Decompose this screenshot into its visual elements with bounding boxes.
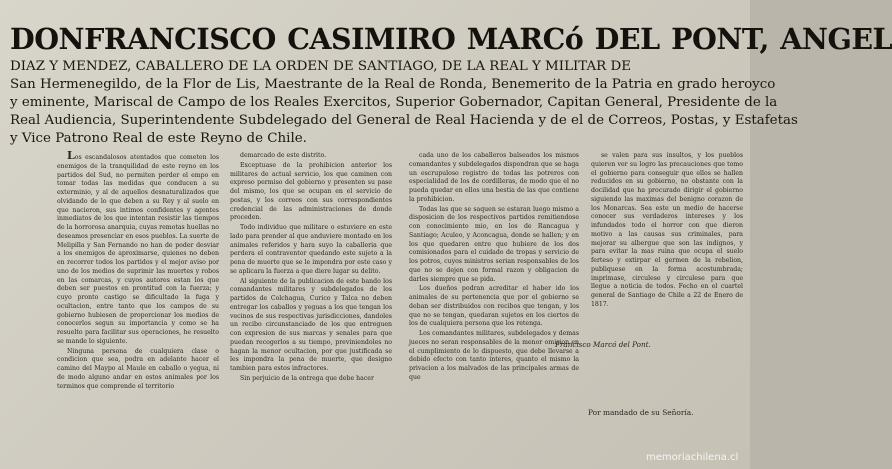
document-headline: DONFRANCISCO CASIMIRO MARCó DEL PONT, ANGEL: [10, 22, 892, 56]
mandate-line: Por mandado de su Señoría.: [588, 408, 694, 417]
subhead-line: y eminente, Mariscal de Campo de los Reales Exercitos, Superior Gobernador, Capitan General, Presidente de la: [10, 95, 778, 110]
paragraph: Exceptuase de la prohibicion anterior los militares de actual servicio, los que caminen con expreso permiso del gobierno y presenten su pase del mismo, los que se ocupan en el servicio de postas, y los correos con sus correspondientes credencial de las administraciones de donde proceden.: [230, 161, 392, 222]
paragraph: Sin perjuicio de la entrega que debe hacer: [240, 374, 374, 382]
paragraph: Todo individuo que militare o estuviere en este lado para prender al que anduviere montado en los animales referidos y hara suyo la caballeria que perdera el contraventor quedando este sujeto a la pena de muerte que se le impondra por este caso y se aplicara la fuerza a que diere lugar su delito.: [230, 224, 392, 275]
text-columns: [57, 149, 745, 452]
paragraph: se valen para sus insultos, y los pueblos quieren ver su logro las precauciones que tomo el gobierno para conseguir que ellos se hallen reducidos en su gobierno, no obstante con la docilidad que ha procurado dirigir el gobierno siguiendo las maximas del benigno corazon de los Monarcas. Sea este un medio de hacerse conocer sus verdaderos intereses y los infundados todo el horror con que dieron motivo a las causas sus criminales, para mejorar su albergue que son las indignos, y para evitar la mas ruina que ocupa el suelo ferteso y extirpar el germen de la rebelion, publiquese en la forma acostumbrada; imprimase, circulese y circulese para que llegue a noticia de todos. Fecho en el cuartel general de Santiago de Chile a 22 de Enero de 1817.: [591, 152, 743, 308]
text-column-2: [230, 152, 392, 452]
subhead-line: San Hermenegildo, de la Flor de Lis, Maestrante de la Real de Ronda, Benemerito de la Patria en grado heroyco: [10, 77, 776, 92]
paragraph: Los dueños podran acreditar el haber ido los animales de su pertenencia que por el gobierno se deban ser distribuidos con recibos que tengan, y los que no se tengan, quedaran sujetos en los ciertos de los de cualquiera persona que los retenga.: [409, 285, 579, 328]
paragraph: Los comandantes militares, subdelegados y demas jueces no seran responsables de la menor omision en el cumplimiento de lo dispuesto, que debe llevarse a debido efecto con tanto interes, quanto el mismo la privacion a los malvados de las principales armas de que: [409, 330, 579, 381]
text-column-3: [409, 152, 579, 452]
watermark: memoriachilena.cl: [646, 452, 739, 463]
paragraph: cada uno de los caballeros balseados los mismos comandantes y subdelegados dispondran que se haga un escrupuloso registro de todas las potreros con especialidad de los de cordilleras, de modo que el no pueda quedar en ellos una bestia de las que contiene la prohibicion.: [409, 152, 579, 203]
paragraph: Los escandalosos atentados que cometen los enemigos de la tranquilidad de este reyno en los partidos del Sud, no permiten perder el empo en tomar todas las medidas que conducen a su exterminio, y al de aquellos desnaturalizados que olvidando de lo que deben a su Rey y al suelo en que nacieron, sus intimos confidentes y agentes inmediatos de los que intentan resistir las tiempos de la horrorosa anarquia, cuyas remotas huellas no deseamos presenciar en esos pueblos. La suerte de Melipilla y San Fernando no han de poder desviar a los enemigos de aproximarse, quienes no deben en recorrer todos los partidos y el mejor aviso por uno de los medios de suprimir las muertes y robos en las comarcas, y cuyos autores estan los que deben ser puestos en prontitud con la fuerza; y cuyo pronto castigo se dificultado la fuga y ocultacion, entre tanto que los campos de su gobierno hubiesen de proporcionar los medios de conocerlos segun su importancia y como se ha resuelto para facilitar sus operaciones, he resuelto se mande lo siguiente.: [57, 149, 219, 345]
subhead-line: y Vice Patrono Real de este Reyno de Chile.: [10, 131, 307, 146]
document-subhead: [10, 58, 798, 148]
paragraph: Ninguna persona de cualquiera clase o condicion que sea, podra en adelante hacer el camino del Maypo al Maule en caballo o yegua, ni de modo alguno andar en estos animales por los terminos que comprende el territorio: [57, 347, 219, 390]
paragraph: demarcado de este distrito.: [240, 152, 327, 159]
signature: Francisco Marcó del Pont.: [555, 340, 651, 349]
text-column-4: [591, 152, 743, 452]
text-column-1: [57, 149, 219, 452]
subhead-line: Real Audiencia, Superintendente Subdelegado del General de Real Hacienda y de el de Correos, Postas, y Estafetas: [10, 113, 798, 128]
paragraph: Todas las que se saquen se estaran luego mismo a disposicion de los respectivos partidos remitiendose con conocimiento mio, en los de Rancagua y Santiago; Aculeo, y Aconcagua, donde se hallen; y en los que quedaren entre que hubiere de los dos comisionados para el cuidado de tropas y servicio de los potros, cuyos ministros serian responsables de los que no se dejen con formal razon y obligacion de darles siempre que se pida.: [409, 205, 579, 283]
subhead-line: DIAZ Y MENDEZ, CABALLERO DE LA ORDEN DE SANTIAGO, DE LA REAL Y MILITAR DE: [10, 59, 631, 74]
paragraph: Al siguiente de la publicacion de este bando los comandantes militares y subdelegados de los partidos de Colchagua, Curico y Talca no deben entregar los caballos y yeguas a los que tengan los vecinos de sus respectivas jurisdicciones, dandoles un recibo circunstanciado de los que entreguen con expresion de sus marcas y senales para que puedan recogerlos a su tiempo, previniendoles no hagan la menor ocultacion, por que justificada se les impondra la pena de muerte, que designo tambien para estos infractores.: [230, 277, 392, 372]
